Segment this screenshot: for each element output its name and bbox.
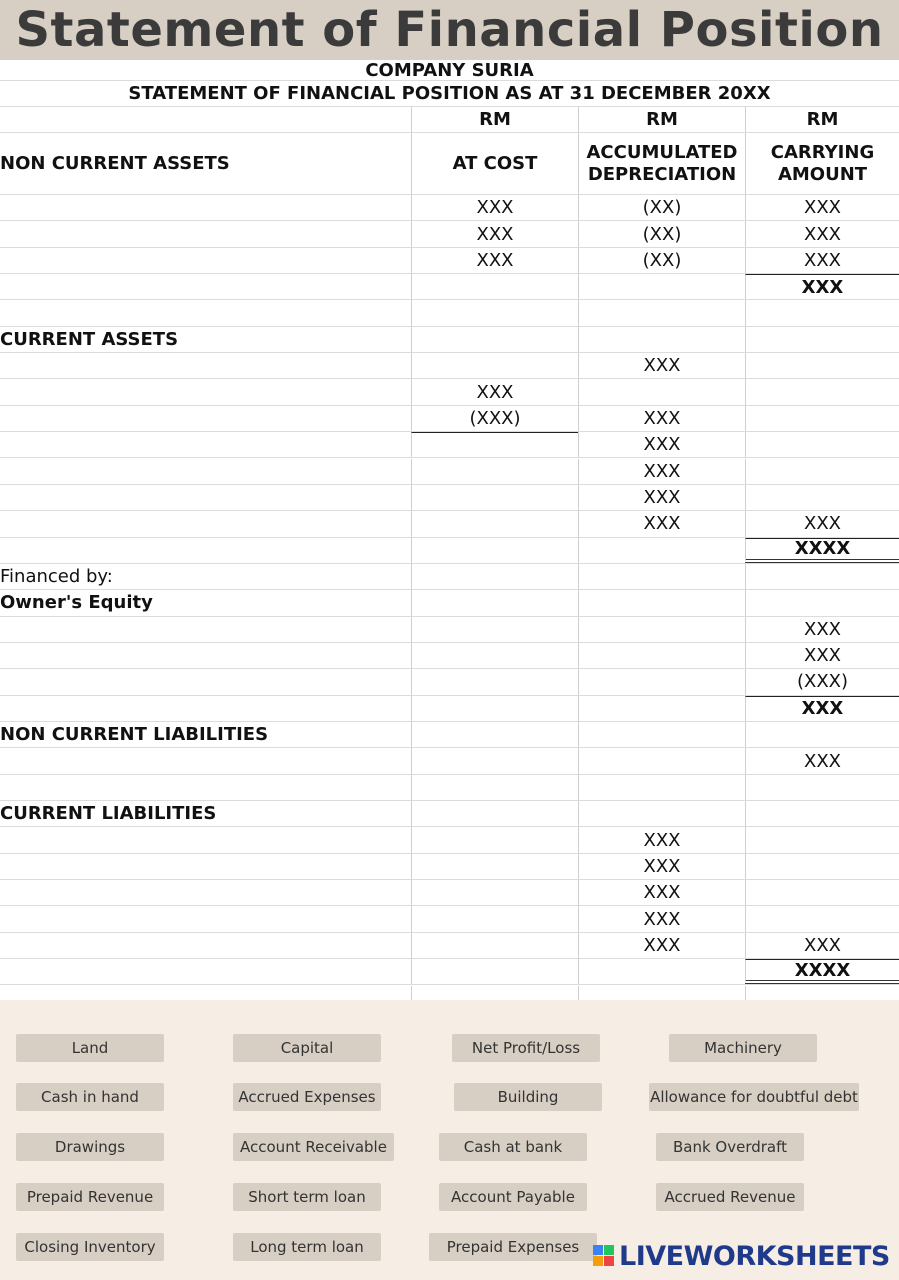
depreciation-cell: (XX) [578, 221, 745, 246]
currency-cost: RM [411, 107, 578, 132]
row-label-cell [0, 300, 411, 325]
carrying-amount-cell [745, 827, 899, 852]
table-row [0, 459, 899, 485]
at-cost-cell [411, 880, 578, 905]
depreciation-cell [578, 643, 745, 668]
carrying-amount-cell: XXX [745, 617, 899, 642]
depreciation-cell: XXX [578, 459, 745, 484]
table-row [0, 590, 899, 616]
at-cost-cell [411, 933, 578, 958]
word-chip-bank-overdraft[interactable]: Bank Overdraft [656, 1133, 804, 1161]
row-label-cell [0, 221, 411, 246]
table-row [0, 959, 899, 985]
table-row [0, 195, 899, 221]
carrying-amount-cell: (XXX) [745, 669, 899, 694]
title-banner [0, 0, 899, 60]
depreciation-cell [578, 327, 745, 352]
at-cost-cell [411, 617, 578, 642]
depreciation-cell [578, 669, 745, 694]
word-chip-capital[interactable]: Capital [233, 1034, 381, 1062]
word-chip-machinery[interactable]: Machinery [669, 1034, 817, 1062]
word-chip-cash-in-hand[interactable]: Cash in hand [16, 1083, 164, 1111]
carrying-amount-cell [745, 353, 899, 378]
at-cost-cell [411, 643, 578, 668]
word-chip-land[interactable]: Land [16, 1034, 164, 1062]
at-cost-cell [411, 590, 578, 615]
row-label-cell [0, 880, 411, 905]
statement-heading: STATEMENT OF FINANCIAL POSITION AS AT 31 DECEMBER 20XX [128, 83, 771, 104]
word-chip-drawings[interactable]: Drawings [16, 1133, 164, 1161]
carrying-amount-cell: XXXX [745, 959, 899, 984]
row-label-cell [0, 696, 411, 721]
depreciation-cell [578, 696, 745, 721]
table-row [0, 775, 899, 801]
carrying-amount-cell [745, 327, 899, 352]
row-label-cell [0, 906, 411, 931]
carrying-amount-cell [745, 722, 899, 747]
depreciation-cell: (XX) [578, 248, 745, 273]
section-non-current-assets: NON CURRENT ASSETS [0, 153, 230, 174]
row-label-cell [0, 353, 411, 378]
depreciation-cell: XXX [578, 827, 745, 852]
word-bank [0, 1000, 899, 1280]
at-cost-cell [411, 511, 578, 536]
row-label-cell [0, 485, 411, 510]
depreciation-cell [578, 617, 745, 642]
word-chip-account-payable[interactable]: Account Payable [439, 1183, 587, 1211]
at-cost-cell [411, 722, 578, 747]
header-carry-line2: AMOUNT [777, 163, 868, 185]
table-row [0, 617, 899, 643]
depreciation-cell: (XX) [578, 195, 745, 220]
financial-statement-table [0, 60, 899, 1000]
at-cost-cell [411, 538, 578, 563]
table-row [0, 748, 899, 774]
header-carrying-amount [745, 133, 899, 194]
table-row [0, 538, 899, 564]
section-label: CURRENT ASSETS [0, 328, 179, 350]
word-chip-accrued-revenue[interactable]: Accrued Revenue [656, 1183, 804, 1211]
currency-carrying: RM [745, 107, 899, 132]
depreciation-cell [578, 538, 745, 563]
table-row [0, 827, 899, 853]
table-row [0, 248, 899, 274]
word-chip-building[interactable]: Building [454, 1083, 602, 1111]
statement-heading-row [0, 81, 899, 107]
carrying-amount-cell [745, 300, 899, 325]
depreciation-cell [578, 748, 745, 773]
column-header-row [0, 133, 899, 195]
at-cost-cell [411, 564, 578, 589]
row-label-cell [0, 854, 411, 879]
depreciation-cell [578, 722, 745, 747]
carrying-amount-cell [745, 564, 899, 589]
row-label-cell [0, 669, 411, 694]
carrying-amount-cell [745, 880, 899, 905]
table-row [0, 696, 899, 722]
at-cost-cell [411, 959, 578, 984]
at-cost-cell [411, 854, 578, 879]
row-label-cell [0, 248, 411, 273]
word-chip-closing-inventory[interactable]: Closing Inventory [16, 1233, 164, 1261]
section-label: NON CURRENT LIABILITIES [0, 724, 269, 746]
word-chip-cash-at-bank[interactable]: Cash at bank [439, 1133, 587, 1161]
row-label-cell [0, 959, 411, 984]
depreciation-cell [578, 300, 745, 325]
at-cost-cell [411, 459, 578, 484]
row-label-cell [0, 933, 411, 958]
row-label-cell [0, 432, 411, 457]
at-cost-cell [411, 906, 578, 931]
at-cost-cell [411, 485, 578, 510]
carrying-amount-cell: XXX [745, 643, 899, 668]
currency-depreciation: RM [578, 107, 745, 132]
depreciation-cell: XXX [578, 406, 745, 431]
depreciation-cell [578, 379, 745, 404]
at-cost-cell [411, 801, 578, 826]
at-cost-cell: XXX [411, 248, 578, 273]
carrying-amount-cell: XXX [745, 221, 899, 246]
table-row [0, 300, 899, 326]
at-cost-cell: XXX [411, 195, 578, 220]
row-label-cell [0, 406, 411, 431]
carrying-amount-cell: XXXX [745, 538, 899, 563]
depreciation-cell [578, 274, 745, 299]
header-dep-line1: ACCUMULATED [586, 141, 738, 163]
word-chip-allowance-for-doubtful-debt[interactable]: Allowance for doubtful debt [649, 1083, 859, 1111]
currency-row [0, 107, 899, 133]
table-row [0, 274, 899, 300]
carrying-amount-cell [745, 590, 899, 615]
table-row [0, 406, 899, 432]
carrying-amount-cell: XXX [745, 933, 899, 958]
row-label-cell [0, 748, 411, 773]
row-label-cell [0, 827, 411, 852]
depreciation-cell: XXX [578, 353, 745, 378]
at-cost-cell [411, 274, 578, 299]
table-row [0, 485, 899, 511]
carrying-amount-cell [745, 406, 899, 431]
table-row [0, 669, 899, 695]
row-label-cell [0, 195, 411, 220]
word-chip-prepaid-expenses[interactable]: Prepaid Expenses [429, 1233, 597, 1261]
word-chip-account-receivable[interactable]: Account Receivable [233, 1133, 394, 1161]
depreciation-cell: XXX [578, 432, 745, 457]
word-chip-long-term-loan[interactable]: Long term loan [233, 1233, 381, 1261]
depreciation-cell [578, 959, 745, 984]
table-row [0, 801, 899, 827]
table-row [0, 906, 899, 932]
table-row [0, 880, 899, 906]
carrying-amount-cell: XXX [745, 248, 899, 273]
at-cost-cell: (XXX) [411, 406, 578, 431]
at-cost-cell [411, 327, 578, 352]
section-label: Financed by: [0, 566, 113, 588]
depreciation-cell: XXX [578, 485, 745, 510]
carrying-amount-cell [745, 775, 899, 800]
carrying-amount-cell: XXX [745, 274, 899, 299]
at-cost-cell [411, 432, 578, 457]
at-cost-cell: XXX [411, 379, 578, 404]
carrying-amount-cell: XXX [745, 195, 899, 220]
table-row [0, 722, 899, 748]
at-cost-cell [411, 827, 578, 852]
carrying-amount-cell [745, 801, 899, 826]
carrying-amount-cell: XXX [745, 511, 899, 536]
table-row [0, 221, 899, 247]
table-row [0, 327, 899, 353]
at-cost-cell [411, 353, 578, 378]
company-row [0, 60, 899, 81]
depreciation-cell [578, 590, 745, 615]
header-carry-line1: CARRYING [770, 141, 875, 163]
depreciation-cell: XXX [578, 880, 745, 905]
depreciation-cell [578, 564, 745, 589]
header-dep-line2: DEPRECIATION [587, 163, 737, 185]
carrying-amount-cell [745, 459, 899, 484]
word-chip-accrued-expenses[interactable]: Accrued Expenses [233, 1083, 381, 1111]
at-cost-cell: XXX [411, 221, 578, 246]
header-at-cost: AT COST [411, 133, 578, 194]
table-row [0, 379, 899, 405]
table-row [0, 643, 899, 669]
currency-label-cell [0, 107, 411, 132]
table-row [0, 933, 899, 959]
row-label-cell [0, 274, 411, 299]
depreciation-cell: XXX [578, 933, 745, 958]
row-label-cell [0, 511, 411, 536]
row-label-cell [0, 775, 411, 800]
table-row [0, 353, 899, 379]
row-label-cell [0, 643, 411, 668]
row-label-cell [0, 617, 411, 642]
at-cost-cell [411, 300, 578, 325]
header-accumulated-depreciation [578, 133, 745, 194]
at-cost-cell [411, 775, 578, 800]
carrying-amount-cell: XXX [745, 748, 899, 773]
word-chip-short-term-loan[interactable]: Short term loan [233, 1183, 381, 1211]
row-label-cell [0, 379, 411, 404]
row-label-cell [0, 459, 411, 484]
table-row [0, 564, 899, 590]
row-label-cell [0, 538, 411, 563]
table-row [0, 432, 899, 458]
liveworksheets-brand [593, 1240, 890, 1272]
at-cost-cell [411, 748, 578, 773]
section-label: Owner's Equity [0, 592, 153, 614]
table-row [0, 511, 899, 537]
at-cost-cell [411, 696, 578, 721]
depreciation-cell [578, 801, 745, 826]
word-chip-prepaid-revenue[interactable]: Prepaid Revenue [16, 1183, 164, 1211]
company-name: COMPANY SURIA [365, 59, 534, 81]
carrying-amount-cell [745, 379, 899, 404]
at-cost-cell [411, 669, 578, 694]
carrying-amount-cell [745, 906, 899, 931]
carrying-amount-cell [745, 432, 899, 457]
table-row [0, 854, 899, 880]
depreciation-cell: XXX [578, 511, 745, 536]
liveworksheets-logo-icon [593, 1245, 615, 1267]
brand-name: LIVEWORKSHEETS [619, 1240, 890, 1272]
depreciation-cell: XXX [578, 906, 745, 931]
section-label: CURRENT LIABILITIES [0, 803, 217, 825]
depreciation-cell: XXX [578, 854, 745, 879]
page-title: Statement of Financial Position [15, 2, 884, 58]
carrying-amount-cell [745, 485, 899, 510]
carrying-amount-cell [745, 854, 899, 879]
depreciation-cell [578, 775, 745, 800]
carrying-amount-cell: XXX [745, 696, 899, 721]
word-chip-net-profit-loss[interactable]: Net Profit/Loss [452, 1034, 600, 1062]
